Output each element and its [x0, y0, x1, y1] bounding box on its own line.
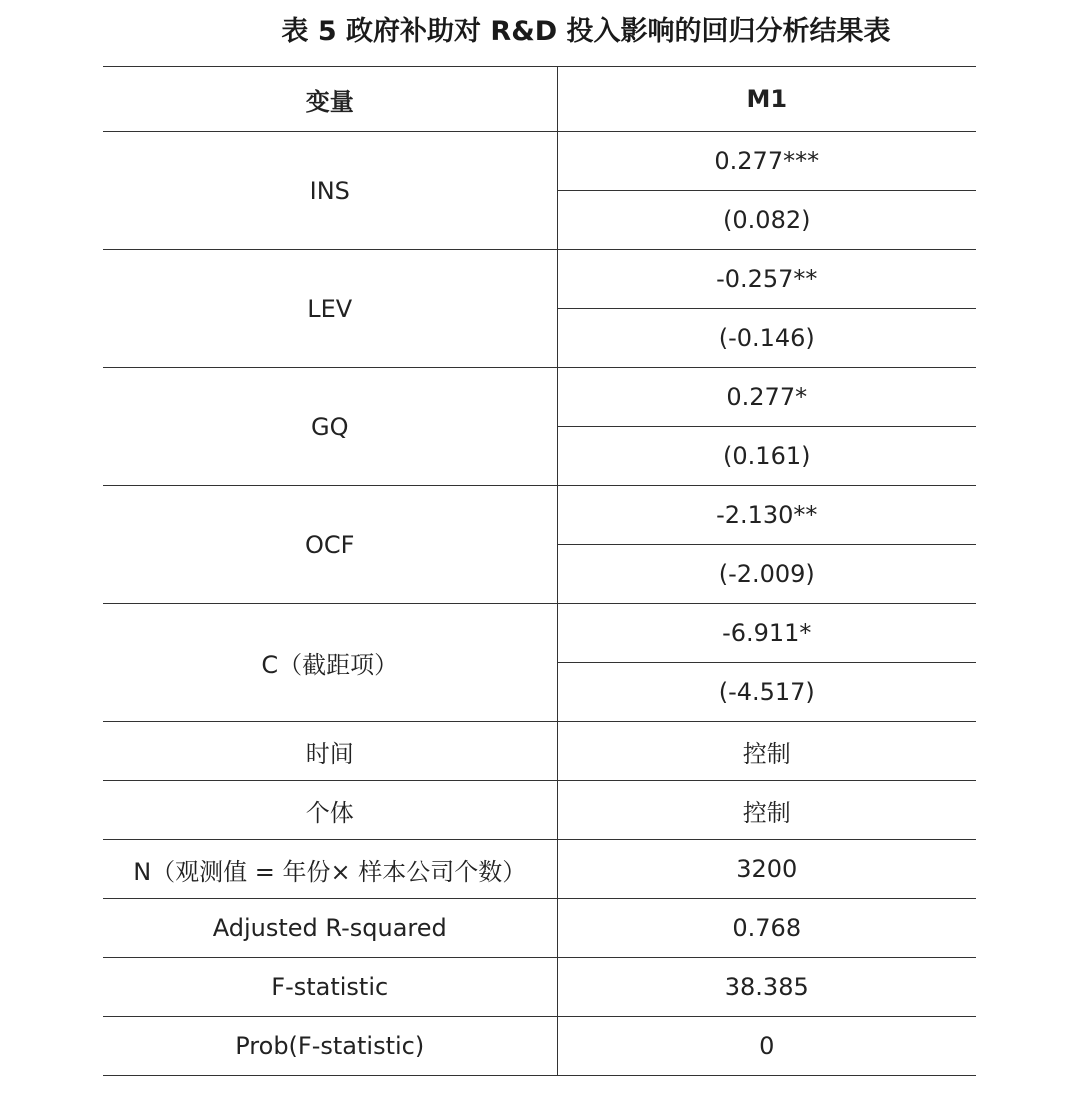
header-row [103, 67, 976, 132]
table-row [103, 368, 976, 427]
table-row [103, 486, 976, 545]
se-cell: (-0.146) [557, 309, 976, 368]
coef-cell: -0.257** [557, 250, 976, 309]
variable-cell: GQ [103, 368, 557, 486]
table-row [103, 781, 976, 840]
table-row [103, 604, 976, 663]
variable-cell: Prob(F-statistic) [103, 1017, 557, 1076]
table-title: 表 5 政府补助对 R&D 投入影响的回归分析结果表 [281, 16, 891, 47]
table-row [103, 1017, 976, 1076]
coef-cell: -2.130** [557, 486, 976, 545]
variable-cell: 时间 [103, 722, 557, 781]
se-cell: (0.161) [557, 427, 976, 486]
table-row [103, 899, 976, 958]
variable-cell: INS [103, 132, 557, 250]
table-row [103, 840, 976, 899]
se-cell: (-2.009) [557, 545, 976, 604]
value-cell: 3200 [557, 840, 976, 899]
header-model: M1 [557, 67, 976, 132]
table-row [103, 958, 976, 1017]
header-variable: 变量 [103, 67, 557, 132]
coef-cell: 0.277* [557, 368, 976, 427]
coef-cell: -6.911* [557, 604, 976, 663]
variable-cell: OCF [103, 486, 557, 604]
variable-cell: 个体 [103, 781, 557, 840]
variable-cell: C（截距项） [103, 604, 557, 722]
value-cell: 控制 [557, 781, 976, 840]
variable-cell: F-statistic [103, 958, 557, 1017]
se-cell: (-4.517) [557, 663, 976, 722]
variable-cell: LEV [103, 250, 557, 368]
value-cell: 0.768 [557, 899, 976, 958]
se-cell: (0.082) [557, 191, 976, 250]
table-row [103, 722, 976, 781]
variable-cell: N（观测值 = 年份× 样本公司个数） [103, 840, 557, 899]
table-row [103, 250, 976, 309]
value-cell: 控制 [557, 722, 976, 781]
table-row [103, 132, 976, 191]
regression-table [103, 66, 976, 1076]
coef-cell: 0.277*** [557, 132, 976, 191]
value-cell: 0 [557, 1017, 976, 1076]
value-cell: 38.385 [557, 958, 976, 1017]
variable-cell: Adjusted R-squared [103, 899, 557, 958]
